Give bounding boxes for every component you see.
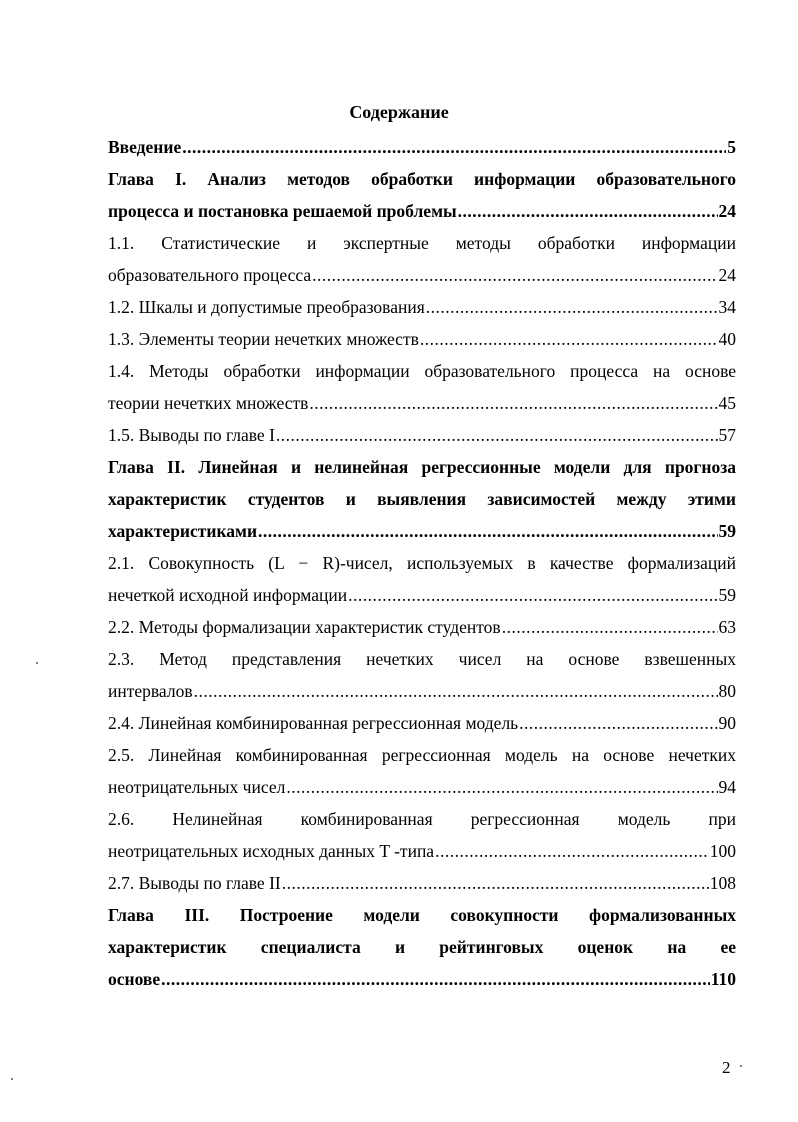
toc-entry-text: характеристик специалиста и рейтинговых оценок на ее (108, 937, 736, 957)
toc-entry[interactable] (108, 803, 736, 867)
toc-entry-title: Введение (108, 137, 182, 157)
toc-entry-title: интервалов (108, 681, 193, 701)
toc-entry-title: процесса и постановка решаемой проблемы (108, 201, 457, 221)
toc-entry-text: 2.1. Совокупность (L − R)-чисел, используемых в качестве формализаций (108, 553, 736, 573)
toc-page-number: 57 (718, 425, 736, 445)
dot-leader (194, 675, 718, 707)
toc-entry-title: 2.7. Выводы по главе II (108, 873, 281, 893)
toc-entry-text: 2.5. Линейная комбинированная регрессионная модель на основе нечетких (108, 745, 736, 765)
toc-entry-title: неотрицательных исходных данных T -типа (108, 841, 435, 861)
toc-entry[interactable] (108, 355, 736, 419)
toc-entry-text: Глава III. Построение модели совокупности формализованных (108, 905, 736, 925)
toc-page-number: 110 (710, 969, 736, 989)
dot-leader (182, 131, 726, 163)
toc-entry[interactable] (108, 707, 736, 739)
dot-leader (502, 611, 718, 643)
toc-entry-title: характеристиками (108, 521, 258, 541)
toc-entry[interactable] (108, 227, 736, 291)
dot-leader (458, 195, 718, 227)
toc-entry-title: нечеткой исходной информации (108, 585, 348, 605)
toc-page-number: 100 (709, 841, 736, 861)
toc-entry-text: 2.3. Метод представления нечетких чисел на основе взвешенных (108, 649, 736, 669)
dot-leader (420, 323, 718, 355)
dot-leader (519, 707, 717, 739)
toc-entry[interactable] (108, 163, 736, 227)
dot-leader (258, 515, 717, 547)
toc-page-number: 90 (718, 713, 736, 733)
toc-entry[interactable] (108, 419, 736, 451)
toc-entry[interactable] (108, 867, 736, 899)
toc-entry-text: Глава II. Линейная и нелинейная регрессионные модели для прогноза (108, 457, 736, 477)
dot-leader (282, 867, 709, 899)
dot-leader (161, 963, 710, 995)
toc-page-number: 59 (718, 521, 736, 541)
toc-entry[interactable] (108, 611, 736, 643)
toc-entry[interactable] (108, 323, 736, 355)
toc-entry-title: основе (108, 969, 161, 989)
toc-entry-text: Глава I. Анализ методов обработки информации образовательного (108, 169, 736, 189)
toc-entry-text: 2.6. Нелинейная комбинированная регрессионная модель при (108, 809, 736, 829)
toc-page-number: 108 (709, 873, 736, 893)
toc-page-number: 94 (718, 777, 736, 797)
page-number: 2 (722, 1058, 731, 1077)
toc-entry-title: 2.4. Линейная комбинированная регрессионная модель (108, 713, 519, 733)
dot-leader (286, 771, 717, 803)
toc-entry[interactable] (108, 739, 736, 803)
toc-page-number: 24 (718, 201, 736, 221)
toc-entry-title: неотрицательных чисел (108, 777, 286, 797)
toc-entry-title: 1.3. Элементы теории нечетких множеств (108, 329, 419, 349)
toc-page-number: 34 (718, 297, 736, 317)
dot-leader (312, 259, 717, 291)
toc-entry-text: 1.4. Методы обработки информации образовательного процесса на основе (108, 361, 736, 381)
dot-leader (309, 387, 717, 419)
toc-entry[interactable] (108, 451, 736, 547)
toc-entry-text: характеристик студентов и выявления зависимостей между этими (108, 489, 736, 509)
dot-leader (348, 579, 717, 611)
dot-leader (276, 419, 718, 451)
toc-entry-title: 1.5. Выводы по главе I (108, 425, 275, 445)
toc-entry[interactable] (108, 131, 736, 163)
toc-entry-title: 2.2. Методы формализации характеристик студентов (108, 617, 501, 637)
scan-speck (740, 1065, 742, 1067)
toc-page-number: 40 (718, 329, 736, 349)
scan-speck (36, 662, 38, 664)
toc-page-number: 45 (718, 393, 736, 413)
toc-entry[interactable] (108, 643, 736, 707)
toc-page-number: 59 (718, 585, 736, 605)
toc-page-number: 24 (718, 265, 736, 285)
scan-speck (11, 1078, 13, 1080)
toc-entry[interactable] (108, 291, 736, 323)
toc-entry[interactable] (108, 899, 736, 995)
toc-page-number: 80 (718, 681, 736, 701)
toc-entry[interactable] (108, 547, 736, 611)
toc-page-number: 63 (718, 617, 736, 637)
page-title: Содержание (349, 102, 449, 122)
dot-leader (435, 835, 709, 867)
toc-entry-title: образовательного процесса (108, 265, 312, 285)
toc-entry-title: теории нечетких множеств (108, 393, 309, 413)
table-of-contents (108, 131, 736, 995)
toc-entry-title: 1.2. Шкалы и допустимые преобразования (108, 297, 425, 317)
dot-leader (426, 291, 718, 323)
toc-entry-text: 1.1. Статистические и экспертные методы обработки информации (108, 233, 736, 253)
toc-page-number: 5 (727, 137, 736, 157)
